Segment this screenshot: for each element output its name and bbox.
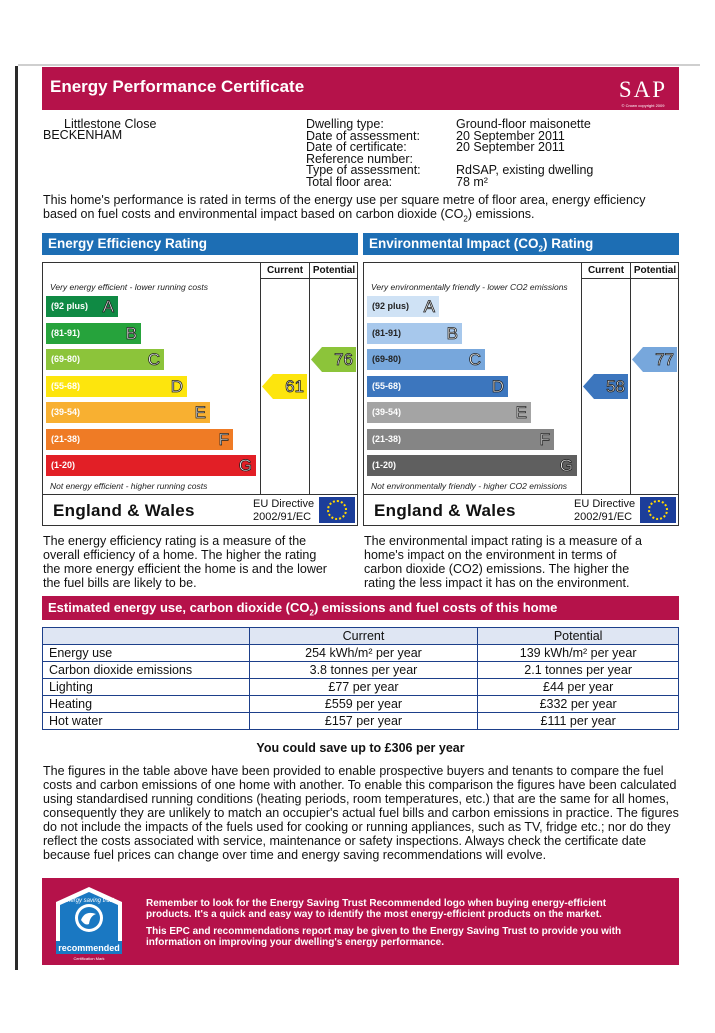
- rating-value: 58: [606, 376, 625, 396]
- footer-p2-line-2: information on improving your dwelling's energy performance.: [146, 937, 444, 948]
- page-title: Energy Performance Certificate: [50, 77, 305, 96]
- eff-desc-line-1: The energy efficiency rating is a measure of the: [43, 534, 307, 548]
- table-row: [43, 662, 679, 679]
- band-letter: C: [147, 350, 160, 369]
- eff-eu-line-1: EU Directive: [253, 498, 315, 510]
- current-rating-arrow: [583, 374, 628, 399]
- energy-saving-trust-logo-graphic: [50, 884, 128, 962]
- intro-paragraph: [43, 193, 683, 227]
- band-letter: B: [446, 323, 458, 343]
- environment-description: [364, 534, 679, 590]
- intro-line-1: This home's performance is rated in terms of the energy use per square metre of floor area, energy efficiency: [43, 193, 646, 207]
- rating-band-f: [367, 429, 554, 450]
- eff-col-divider-2: [309, 279, 310, 495]
- eff-eu-directive: [253, 498, 314, 524]
- dwelling-labels: [306, 119, 446, 188]
- rating-band-a: [367, 296, 439, 317]
- eff-eu-line-2: 2002/91/EC: [253, 511, 312, 523]
- row-label: Hot water: [43, 713, 250, 730]
- env-col-potential: Potential: [630, 263, 679, 279]
- rating-band-d: [367, 376, 508, 397]
- footer-paragraph-1: [146, 898, 671, 920]
- row-current: £77 per year: [249, 679, 478, 696]
- value-type-assessment: RdSAP, existing dwelling: [456, 163, 594, 177]
- est-logo-cert-mark: Certification Mark: [73, 956, 105, 961]
- estimated-costs-title: Estimated energy use, carbon dioxide $(CO_2)$ emissions and fuel costs of this home: [42, 596, 679, 620]
- footer-p2-line-1: This EPC and recommendations report may be given to the Energy Saving Trust to provide you with: [146, 926, 622, 937]
- band-letter: D: [170, 376, 183, 396]
- env-footer-divider: [364, 494, 678, 495]
- band-range: (92 plus): [372, 301, 410, 311]
- row-current: 254 kWh/m² per year: [249, 645, 478, 662]
- band-letter: F: [218, 429, 229, 449]
- value-dwelling-type: Ground-floor maisonette: [456, 117, 591, 131]
- band-range: (21-38): [372, 433, 402, 444]
- page-left-border: [15, 66, 18, 970]
- table-row: [43, 645, 679, 662]
- env-desc-line-1: The environmental impact rating is a measure of a: [364, 534, 642, 548]
- eff-region: England & Wales: [53, 501, 195, 520]
- footer-p1-line-2: products. It's a quick and easy way to identify the most energy-efficient products on the market.: [146, 909, 602, 920]
- row-label: Heating: [43, 696, 250, 713]
- energy-saving-trust-logo: [50, 884, 128, 962]
- eff-col-current: Current: [260, 263, 309, 279]
- rating-band-e: [46, 402, 210, 423]
- row-potential: £332 per year: [478, 696, 679, 713]
- table-header-potential: Potential: [478, 628, 679, 645]
- rating-band-g: [46, 455, 256, 476]
- band-range: (69-80): [372, 354, 402, 364]
- current-rating-arrow: [262, 374, 307, 399]
- sap-logo: [617, 71, 669, 107]
- env-eu-line-1: EU Directive: [574, 498, 636, 510]
- rating-value: 61: [285, 376, 304, 396]
- rating-band-a: [46, 296, 118, 317]
- band-letter: A: [423, 297, 435, 316]
- efficiency-description: [43, 534, 353, 590]
- band-range: (1-20): [372, 460, 397, 470]
- eu-flag-icon: [640, 497, 676, 523]
- rating-band-b: [367, 323, 462, 344]
- eff-bottom-note: Not energy efficient - higher running costs: [50, 481, 208, 491]
- label-floor-area: Total floor area:: [306, 174, 393, 189]
- value-date-assessment: 20 September 2011: [456, 128, 565, 143]
- sap-logo-copyright: © Crown copyright 2009: [621, 103, 665, 108]
- env-bottom-note: Not environmentally friendly - higher CO2 emissions: [371, 481, 568, 491]
- band-range: (21-38): [51, 433, 81, 444]
- label-dwelling-type: Dwelling type:: [306, 117, 384, 131]
- figures-paragraph: [43, 764, 688, 862]
- eff-col-potential: Potential: [309, 263, 358, 279]
- env-eu-directive: [574, 498, 635, 524]
- rating-band-c: [46, 349, 164, 370]
- band-range: (1-20): [51, 460, 76, 470]
- potential-rating-arrow: [311, 347, 356, 372]
- figures-line-1: The figures in the table above have been provided to enable prospective buyers and tenants to compare the fuel: [43, 764, 664, 778]
- env-region: England & Wales: [374, 501, 516, 520]
- rating-band-c: [367, 349, 485, 370]
- band-range: (55-68): [372, 380, 402, 391]
- band-letter: G: [238, 456, 252, 475]
- row-potential: 139 kWh/m² per year: [478, 645, 679, 662]
- energy-efficiency-title: Energy Efficiency Rating: [42, 233, 358, 255]
- eu-flag-icon: [319, 497, 355, 523]
- rating-band-f: [46, 429, 233, 450]
- eff-col-divider-1: [260, 279, 261, 495]
- label-date-assessment: Date of assessment:: [306, 128, 420, 143]
- environmental-impact-title: Environmental Impact $(CO_2)$ Rating: [363, 233, 679, 255]
- figures-line-4: consequently they are unlikely to match an occupier's actual fuel bills and carbon emissions in practice. The figures: [43, 806, 679, 820]
- band-letter: E: [194, 403, 206, 422]
- est-logo-arc-text: energy saving trust: [63, 898, 115, 904]
- env-desc-line-2: home's impact on the environment in terms of: [364, 548, 617, 562]
- env-col-divider-1: [581, 279, 582, 495]
- sap-logo-text: SAP: [618, 77, 668, 102]
- band-letter: F: [539, 429, 550, 449]
- rating-value: 76: [334, 350, 353, 369]
- figures-line-2: costs and carbon emissions of one home with another. To enable this comparison the figures have been calculated: [43, 778, 677, 792]
- band-letter: B: [125, 323, 137, 343]
- energy-saving-trust-footer: [42, 878, 679, 965]
- top-divider: [18, 64, 700, 66]
- row-potential: £44 per year: [478, 679, 679, 696]
- band-range: (39-54): [51, 407, 81, 417]
- figures-line-7: because fuel prices can change over time and energy saving recommendations will evolve.: [43, 848, 547, 862]
- row-current: £559 per year: [249, 696, 478, 713]
- env-top-note: Very environmentally friendly - lower CO2 emissions: [371, 282, 568, 292]
- band-letter: D: [491, 376, 504, 396]
- savings-statement: You could save up to £306 per year: [256, 741, 465, 755]
- eff-desc-line-2: overall efficiency of a home. The higher the rating: [43, 548, 317, 562]
- figures-line-3: using standardised running conditions (heating periods, room temperatures, etc.) that are the same for all homes,: [43, 792, 670, 806]
- band-range: (55-68): [51, 380, 81, 391]
- row-potential: 2.1 tonnes per year: [478, 662, 679, 679]
- table-row: [43, 696, 679, 713]
- estimated-costs-table: [42, 627, 679, 730]
- potential-rating-arrow: [632, 347, 677, 372]
- figures-line-6: reflect the costs associated with service, maintenance or safety inspections. Always check the certificate date: [43, 834, 647, 848]
- env-eu-line-2: 2002/91/EC: [574, 511, 633, 523]
- rating-band-e: [367, 402, 531, 423]
- row-label: Carbon dioxide emissions: [43, 662, 250, 679]
- certificate-header: [42, 67, 679, 110]
- eff-desc-line-4: the fuel bills are likely to be.: [43, 576, 197, 590]
- est-logo-recommended: recommended: [58, 943, 120, 953]
- dwelling-values: [456, 119, 676, 188]
- rating-band-d: [46, 376, 187, 397]
- row-label: Energy use: [43, 645, 250, 662]
- value-date-certificate: 20 September 2011: [456, 140, 565, 154]
- eff-top-note: Very energy efficient - lower running costs: [50, 282, 208, 292]
- table-header-row: [43, 628, 679, 645]
- table-row: [43, 713, 679, 730]
- energy-efficiency-chart: [42, 262, 358, 526]
- env-desc-line-3: carbon dioxide (CO2) emissions. The higher the: [364, 562, 630, 576]
- row-current: 3.8 tonnes per year: [249, 662, 478, 679]
- label-type-assessment: Type of assessment:: [306, 163, 421, 177]
- eff-footer-divider: [43, 494, 357, 495]
- rating-band-b: [46, 323, 141, 344]
- table-header-current: Current: [249, 628, 478, 645]
- row-potential: £111 per year: [478, 713, 679, 730]
- environmental-impact-chart: [363, 262, 679, 526]
- row-label: Lighting: [43, 679, 250, 696]
- band-range: (81-91): [372, 327, 402, 338]
- label-reference-number: Reference number:: [306, 151, 414, 166]
- table-row: [43, 679, 679, 696]
- band-letter: G: [559, 456, 573, 475]
- band-range: (81-91): [51, 327, 81, 338]
- figures-line-5: do not include the impacts of the fuels used for cooking or running appliances, such as TV, fridge etc.; nor do they: [43, 820, 671, 834]
- label-date-certificate: Date of certificate:: [306, 140, 407, 154]
- band-letter: C: [468, 350, 481, 369]
- value-floor-area: 78 m²: [456, 174, 488, 189]
- band-letter: A: [102, 297, 114, 316]
- table-header-blank: [43, 628, 250, 645]
- rating-band-g: [367, 455, 577, 476]
- address-line-1: Littlestone Close: [64, 117, 157, 131]
- env-col-divider-2: [630, 279, 631, 495]
- footer-p1-line-1: Remember to look for the Energy Saving Trust Recommended logo when buying energy-efficient: [146, 898, 607, 909]
- footer-paragraph-2: [146, 926, 671, 948]
- eff-desc-line-3: the more energy efficient the home is and the lower: [43, 562, 327, 576]
- band-range: (69-80): [51, 354, 81, 364]
- env-col-current: Current: [581, 263, 630, 279]
- row-current: £157 per year: [249, 713, 478, 730]
- rating-value: 77: [655, 350, 674, 369]
- env-desc-line-4: rating the less impact it has on the environment.: [364, 576, 630, 590]
- band-letter: E: [515, 403, 527, 422]
- band-range: (92 plus): [51, 301, 89, 311]
- address-line-2: BECKENHAM: [43, 128, 123, 142]
- intro-line-2: based on fuel costs and environmental impact based on carbon dioxide $(CO_2)$ emissions.: [43, 207, 535, 224]
- band-range: (39-54): [372, 407, 402, 417]
